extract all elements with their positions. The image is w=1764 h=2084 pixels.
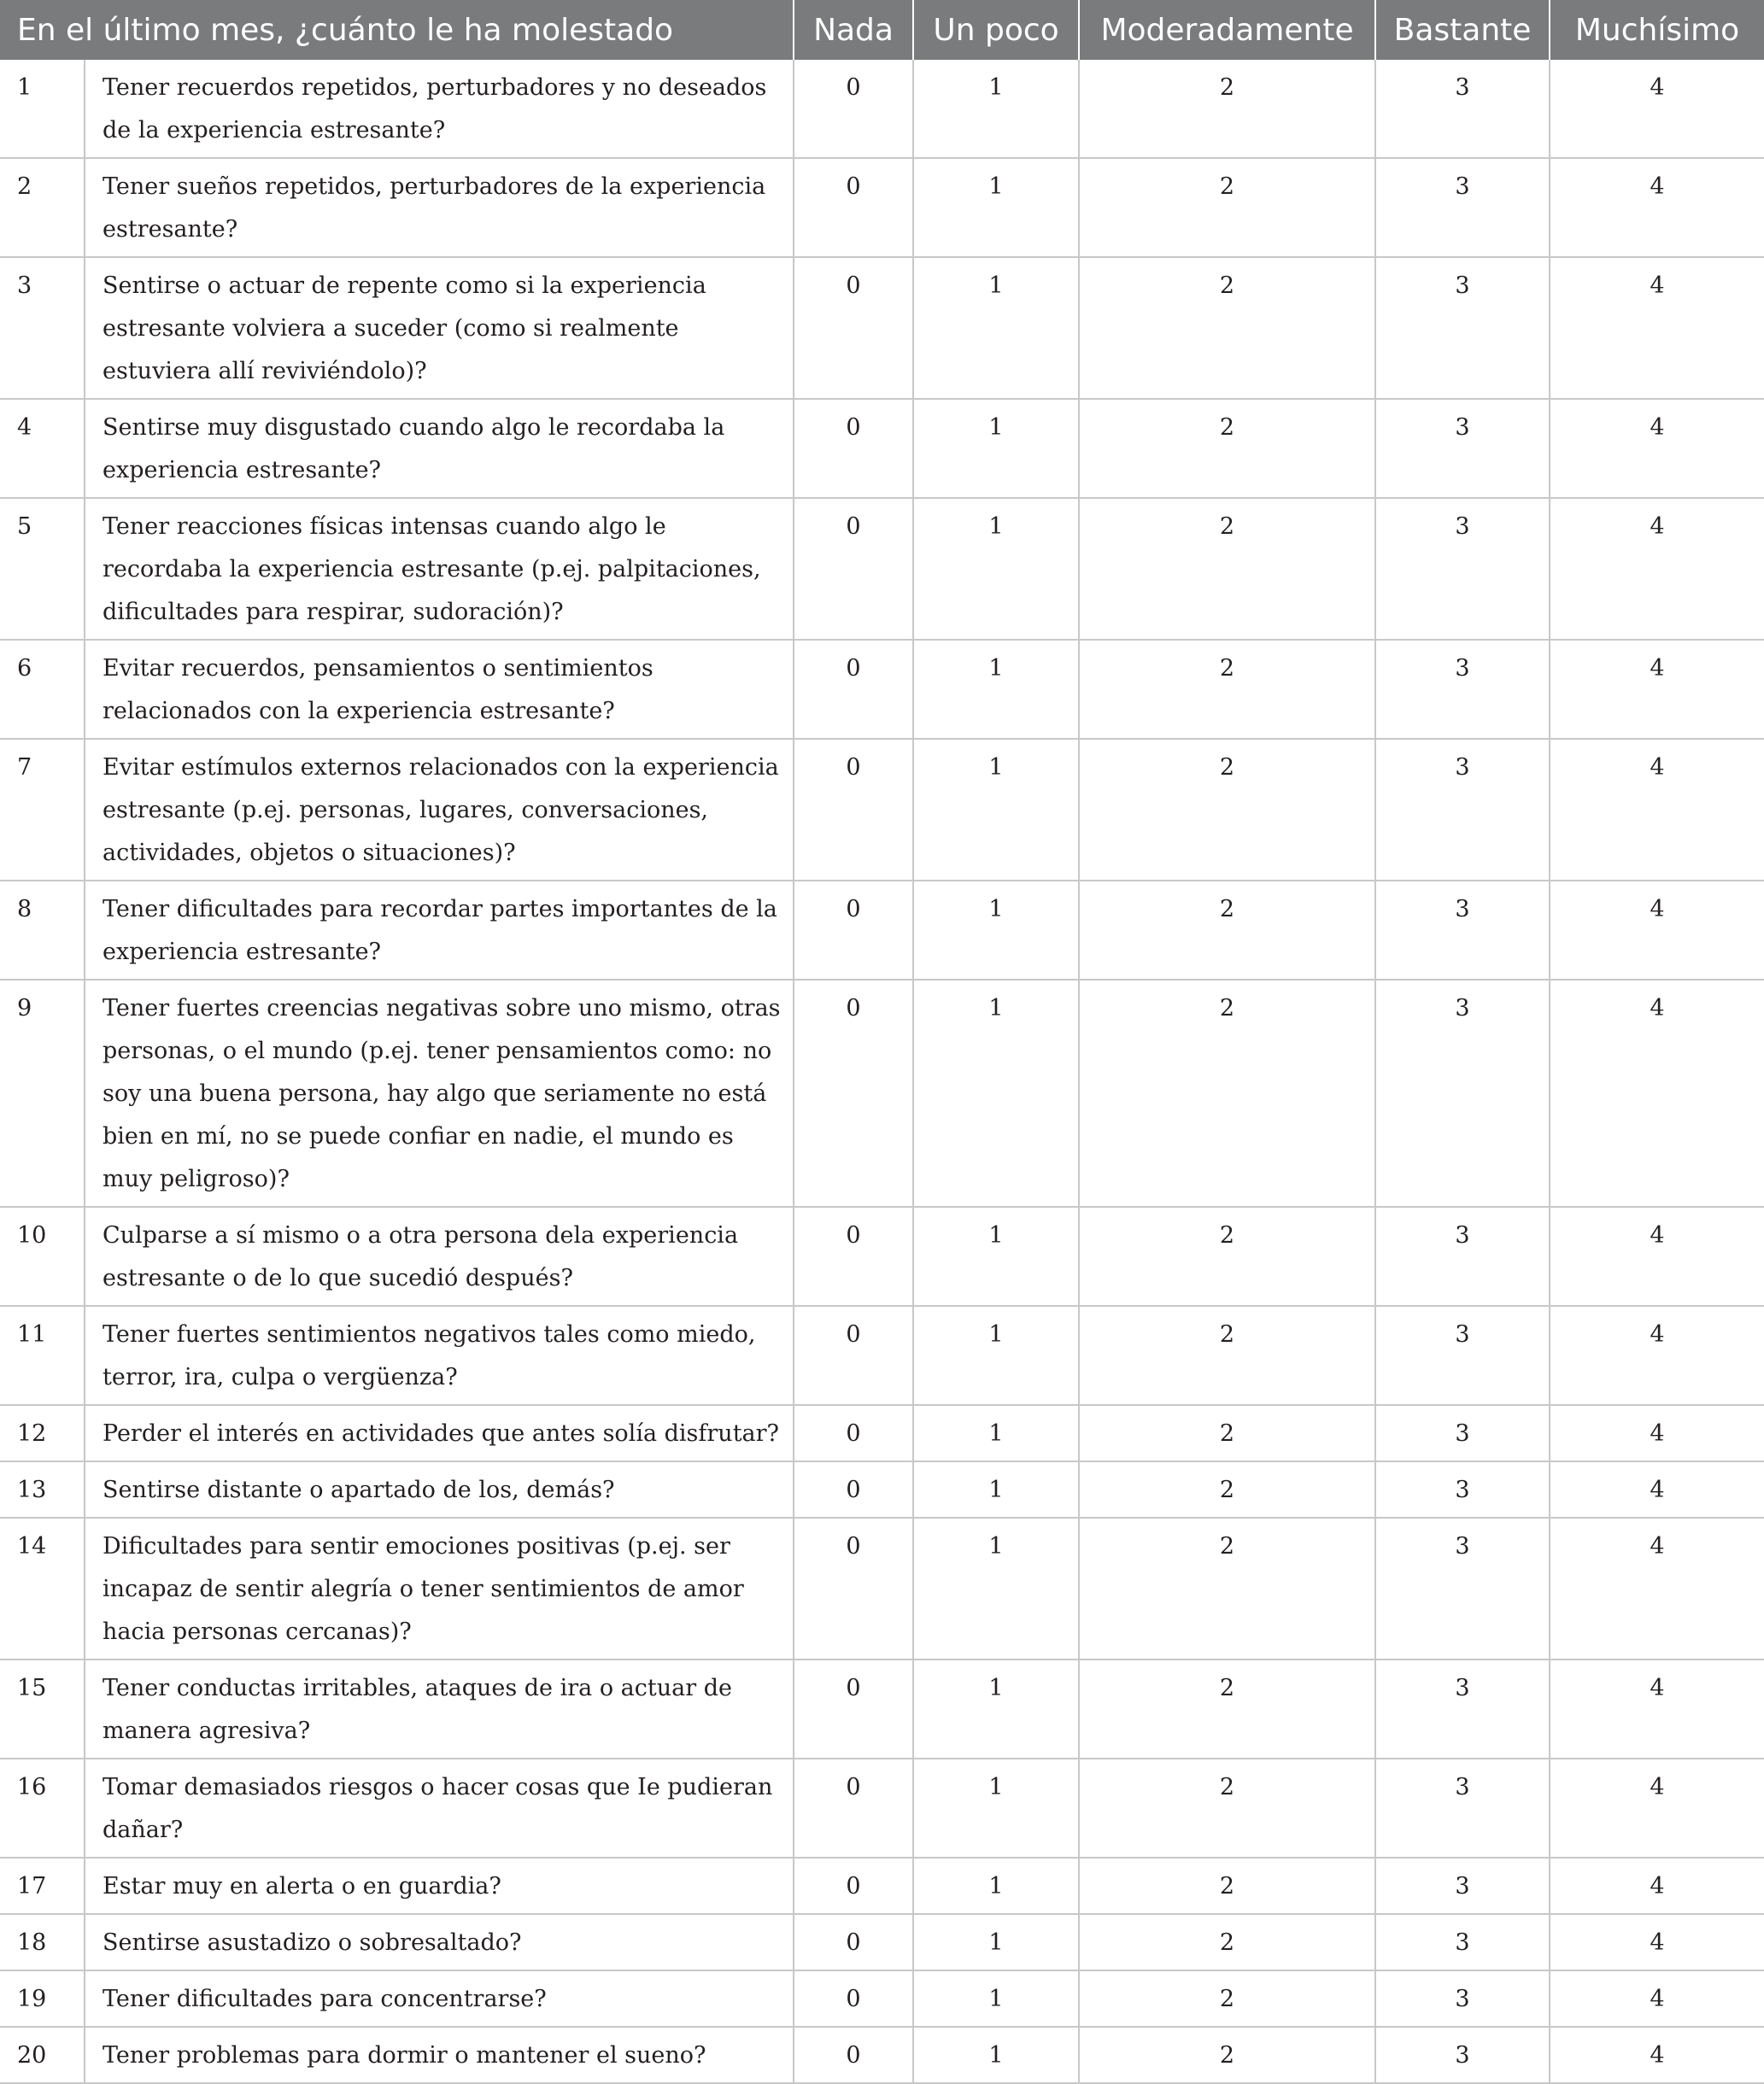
item-question: Sentirse asustadizo o sobresaltado? xyxy=(85,1914,794,1970)
header-muchisimo: Muchísimo xyxy=(1550,0,1764,60)
item-number: 5 xyxy=(0,498,85,640)
item-number: 8 xyxy=(0,881,85,980)
value-muchisimo: 4 xyxy=(1550,640,1764,739)
item-number: 19 xyxy=(0,1970,85,2027)
item-number: 2 xyxy=(0,158,85,257)
value-moderadamente: 2 xyxy=(1079,1970,1375,2027)
table-row xyxy=(0,739,1764,881)
value-nada: 0 xyxy=(794,399,913,498)
value-bastante: 3 xyxy=(1375,2027,1550,2083)
table-row xyxy=(0,1306,1764,1405)
value-un-poco: 1 xyxy=(913,1858,1079,1914)
value-un-poco: 1 xyxy=(913,881,1079,980)
table-row xyxy=(0,1759,1764,1858)
value-bastante: 3 xyxy=(1375,60,1550,158)
item-question: Sentirse o actuar de repente como si la experiencia estresante volviera a suceder (como si realmente estuviera allí reviviéndolo)? xyxy=(85,257,794,399)
value-muchisimo: 4 xyxy=(1550,1914,1764,1970)
value-muchisimo: 4 xyxy=(1550,980,1764,1207)
value-nada: 0 xyxy=(794,881,913,980)
item-question: Tener fuertes sentimientos negativos tales como miedo, terror, ira, culpa o vergüenza? xyxy=(85,1306,794,1405)
value-moderadamente: 2 xyxy=(1079,640,1375,739)
value-moderadamente: 2 xyxy=(1079,980,1375,1207)
value-un-poco: 1 xyxy=(913,498,1079,640)
header-bastante: Bastante xyxy=(1375,0,1550,60)
item-question: Tener sueños repetidos, perturbadores de la experiencia estresante? xyxy=(85,158,794,257)
value-un-poco: 1 xyxy=(913,60,1079,158)
value-un-poco: 1 xyxy=(913,257,1079,399)
value-moderadamente: 2 xyxy=(1079,881,1375,980)
table-row xyxy=(0,257,1764,399)
value-bastante: 3 xyxy=(1375,1660,1550,1759)
item-number: 17 xyxy=(0,1858,85,1914)
header-moderadamente: Moderadamente xyxy=(1079,0,1375,60)
value-moderadamente: 2 xyxy=(1079,60,1375,158)
table-row xyxy=(0,399,1764,498)
header-title: En el último mes, ¿cuánto le ha molestado xyxy=(0,0,794,60)
value-nada: 0 xyxy=(794,498,913,640)
table-row xyxy=(0,1405,1764,1461)
value-muchisimo: 4 xyxy=(1550,1405,1764,1461)
item-question: Tomar demasiados riesgos o hacer cosas que Ie pudieran dañar? xyxy=(85,1759,794,1858)
value-nada: 0 xyxy=(794,2027,913,2083)
value-bastante: 3 xyxy=(1375,399,1550,498)
value-bastante: 3 xyxy=(1375,498,1550,640)
value-bastante: 3 xyxy=(1375,1306,1550,1405)
item-question: Tener recuerdos repetidos, perturbadores y no deseados de la experiencia estresante? xyxy=(85,60,794,158)
table-row xyxy=(0,640,1764,739)
value-moderadamente: 2 xyxy=(1079,158,1375,257)
value-un-poco: 1 xyxy=(913,1914,1079,1970)
value-nada: 0 xyxy=(794,257,913,399)
value-un-poco: 1 xyxy=(913,1461,1079,1518)
item-question: Evitar recuerdos, pensamientos o sentimientos relacionados con la experiencia estresante? xyxy=(85,640,794,739)
table-row xyxy=(0,1461,1764,1518)
value-un-poco: 1 xyxy=(913,158,1079,257)
item-number: 1 xyxy=(0,60,85,158)
value-muchisimo: 4 xyxy=(1550,498,1764,640)
value-moderadamente: 2 xyxy=(1079,1858,1375,1914)
value-moderadamente: 2 xyxy=(1079,1914,1375,1970)
value-nada: 0 xyxy=(794,1461,913,1518)
value-muchisimo: 4 xyxy=(1550,399,1764,498)
value-moderadamente: 2 xyxy=(1079,1306,1375,1405)
value-bastante: 3 xyxy=(1375,1914,1550,1970)
value-muchisimo: 4 xyxy=(1550,1518,1764,1660)
item-question: Tener fuertes creencias negativas sobre uno mismo, otras personas, o el mundo (p.ej. tener pensamientos como: no soy una buena persona, hay algo que seriamente no está bien en mí, no se puede confiar en nadie, el mundo es muy peligroso)? xyxy=(85,980,794,1207)
table-row xyxy=(0,1914,1764,1970)
value-nada: 0 xyxy=(794,1306,913,1405)
value-muchisimo: 4 xyxy=(1550,1970,1764,2027)
value-un-poco: 1 xyxy=(913,399,1079,498)
value-un-poco: 1 xyxy=(913,1759,1079,1858)
item-number: 4 xyxy=(0,399,85,498)
item-number: 16 xyxy=(0,1759,85,1858)
item-question: Tener dificultades para concentrarse? xyxy=(85,1970,794,2027)
value-moderadamente: 2 xyxy=(1079,739,1375,881)
table-row xyxy=(0,498,1764,640)
item-number: 14 xyxy=(0,1518,85,1660)
value-bastante: 3 xyxy=(1375,640,1550,739)
value-moderadamente: 2 xyxy=(1079,399,1375,498)
item-question: Evitar estímulos externos relacionados con la experiencia estresante (p.ej. personas, lugares, conversaciones, actividades, objetos o situaciones)? xyxy=(85,739,794,881)
value-un-poco: 1 xyxy=(913,1970,1079,2027)
value-nada: 0 xyxy=(794,980,913,1207)
value-bastante: 3 xyxy=(1375,980,1550,1207)
value-moderadamente: 2 xyxy=(1079,498,1375,640)
value-bastante: 3 xyxy=(1375,1518,1550,1660)
value-moderadamente: 2 xyxy=(1079,1405,1375,1461)
value-muchisimo: 4 xyxy=(1550,1461,1764,1518)
value-nada: 0 xyxy=(794,739,913,881)
value-bastante: 3 xyxy=(1375,158,1550,257)
item-number: 7 xyxy=(0,739,85,881)
value-nada: 0 xyxy=(794,1914,913,1970)
table-row xyxy=(0,158,1764,257)
value-muchisimo: 4 xyxy=(1550,1207,1764,1306)
table-header xyxy=(0,0,1764,60)
value-bastante: 3 xyxy=(1375,1759,1550,1858)
value-nada: 0 xyxy=(794,1759,913,1858)
value-un-poco: 1 xyxy=(913,739,1079,881)
value-muchisimo: 4 xyxy=(1550,158,1764,257)
value-moderadamente: 2 xyxy=(1079,1207,1375,1306)
item-question: Tener dificultades para recordar partes importantes de la experiencia estresante? xyxy=(85,881,794,980)
value-un-poco: 1 xyxy=(913,2027,1079,2083)
value-nada: 0 xyxy=(794,158,913,257)
value-bastante: 3 xyxy=(1375,257,1550,399)
value-moderadamente: 2 xyxy=(1079,2027,1375,2083)
value-bastante: 3 xyxy=(1375,1858,1550,1914)
value-un-poco: 1 xyxy=(913,1405,1079,1461)
value-moderadamente: 2 xyxy=(1079,1660,1375,1759)
item-number: 12 xyxy=(0,1405,85,1461)
value-bastante: 3 xyxy=(1375,739,1550,881)
table-row xyxy=(0,1518,1764,1660)
value-muchisimo: 4 xyxy=(1550,257,1764,399)
header-un-poco: Un poco xyxy=(913,0,1079,60)
value-un-poco: 1 xyxy=(913,1518,1079,1660)
item-number: 15 xyxy=(0,1660,85,1759)
item-question: Tener conductas irritables, ataques de ira o actuar de manera agresiva? xyxy=(85,1660,794,1759)
item-question: Sentirse distante o apartado de los, demás? xyxy=(85,1461,794,1518)
table-row xyxy=(0,2027,1764,2083)
table-row xyxy=(0,1858,1764,1914)
value-muchisimo: 4 xyxy=(1550,1306,1764,1405)
value-moderadamente: 2 xyxy=(1079,1759,1375,1858)
value-moderadamente: 2 xyxy=(1079,257,1375,399)
value-un-poco: 1 xyxy=(913,640,1079,739)
item-question: Tener reacciones físicas intensas cuando algo le recordaba la experiencia estresante (p.ej. palpitaciones, dificultades para respirar, sudoración)? xyxy=(85,498,794,640)
item-number: 6 xyxy=(0,640,85,739)
item-question: Tener problemas para dormir o mantener el sueno? xyxy=(85,2027,794,2083)
value-nada: 0 xyxy=(794,1660,913,1759)
value-bastante: 3 xyxy=(1375,1461,1550,1518)
value-un-poco: 1 xyxy=(913,1306,1079,1405)
item-number: 13 xyxy=(0,1461,85,1518)
table-body xyxy=(0,60,1764,2083)
value-muchisimo: 4 xyxy=(1550,1759,1764,1858)
table-row xyxy=(0,1660,1764,1759)
value-nada: 0 xyxy=(794,1858,913,1914)
table-row xyxy=(0,1970,1764,2027)
item-number: 10 xyxy=(0,1207,85,1306)
item-number: 9 xyxy=(0,980,85,1207)
value-bastante: 3 xyxy=(1375,1207,1550,1306)
item-number: 3 xyxy=(0,257,85,399)
value-muchisimo: 4 xyxy=(1550,2027,1764,2083)
value-bastante: 3 xyxy=(1375,881,1550,980)
value-nada: 0 xyxy=(794,1207,913,1306)
value-muchisimo: 4 xyxy=(1550,1858,1764,1914)
item-question: Culparse a sí mismo o a otra persona dela experiencia estresante o de lo que sucedió después? xyxy=(85,1207,794,1306)
value-un-poco: 1 xyxy=(913,1660,1079,1759)
value-nada: 0 xyxy=(794,60,913,158)
table-row xyxy=(0,60,1764,158)
value-un-poco: 1 xyxy=(913,1207,1079,1306)
item-number: 18 xyxy=(0,1914,85,1970)
item-question: Estar muy en alerta o en guardia? xyxy=(85,1858,794,1914)
value-un-poco: 1 xyxy=(913,980,1079,1207)
table-row xyxy=(0,881,1764,980)
value-muchisimo: 4 xyxy=(1550,881,1764,980)
table-row xyxy=(0,1207,1764,1306)
value-muchisimo: 4 xyxy=(1550,60,1764,158)
value-nada: 0 xyxy=(794,1518,913,1660)
table-row xyxy=(0,980,1764,1207)
header-nada: Nada xyxy=(794,0,913,60)
item-number: 20 xyxy=(0,2027,85,2083)
value-nada: 0 xyxy=(794,640,913,739)
value-moderadamente: 2 xyxy=(1079,1461,1375,1518)
value-nada: 0 xyxy=(794,1970,913,2027)
value-moderadamente: 2 xyxy=(1079,1518,1375,1660)
value-bastante: 3 xyxy=(1375,1405,1550,1461)
item-question: Perder el interés en actividades que antes solía disfrutar? xyxy=(85,1405,794,1461)
value-nada: 0 xyxy=(794,1405,913,1461)
item-question: Dificultades para sentir emociones positivas (p.ej. ser incapaz de sentir alegría o tener sentimientos de amor hacia personas cercanas)? xyxy=(85,1518,794,1660)
value-bastante: 3 xyxy=(1375,1970,1550,2027)
item-number: 11 xyxy=(0,1306,85,1405)
value-muchisimo: 4 xyxy=(1550,1660,1764,1759)
item-question: Sentirse muy disgustado cuando algo le recordaba la experiencia estresante? xyxy=(85,399,794,498)
value-muchisimo: 4 xyxy=(1550,739,1764,881)
